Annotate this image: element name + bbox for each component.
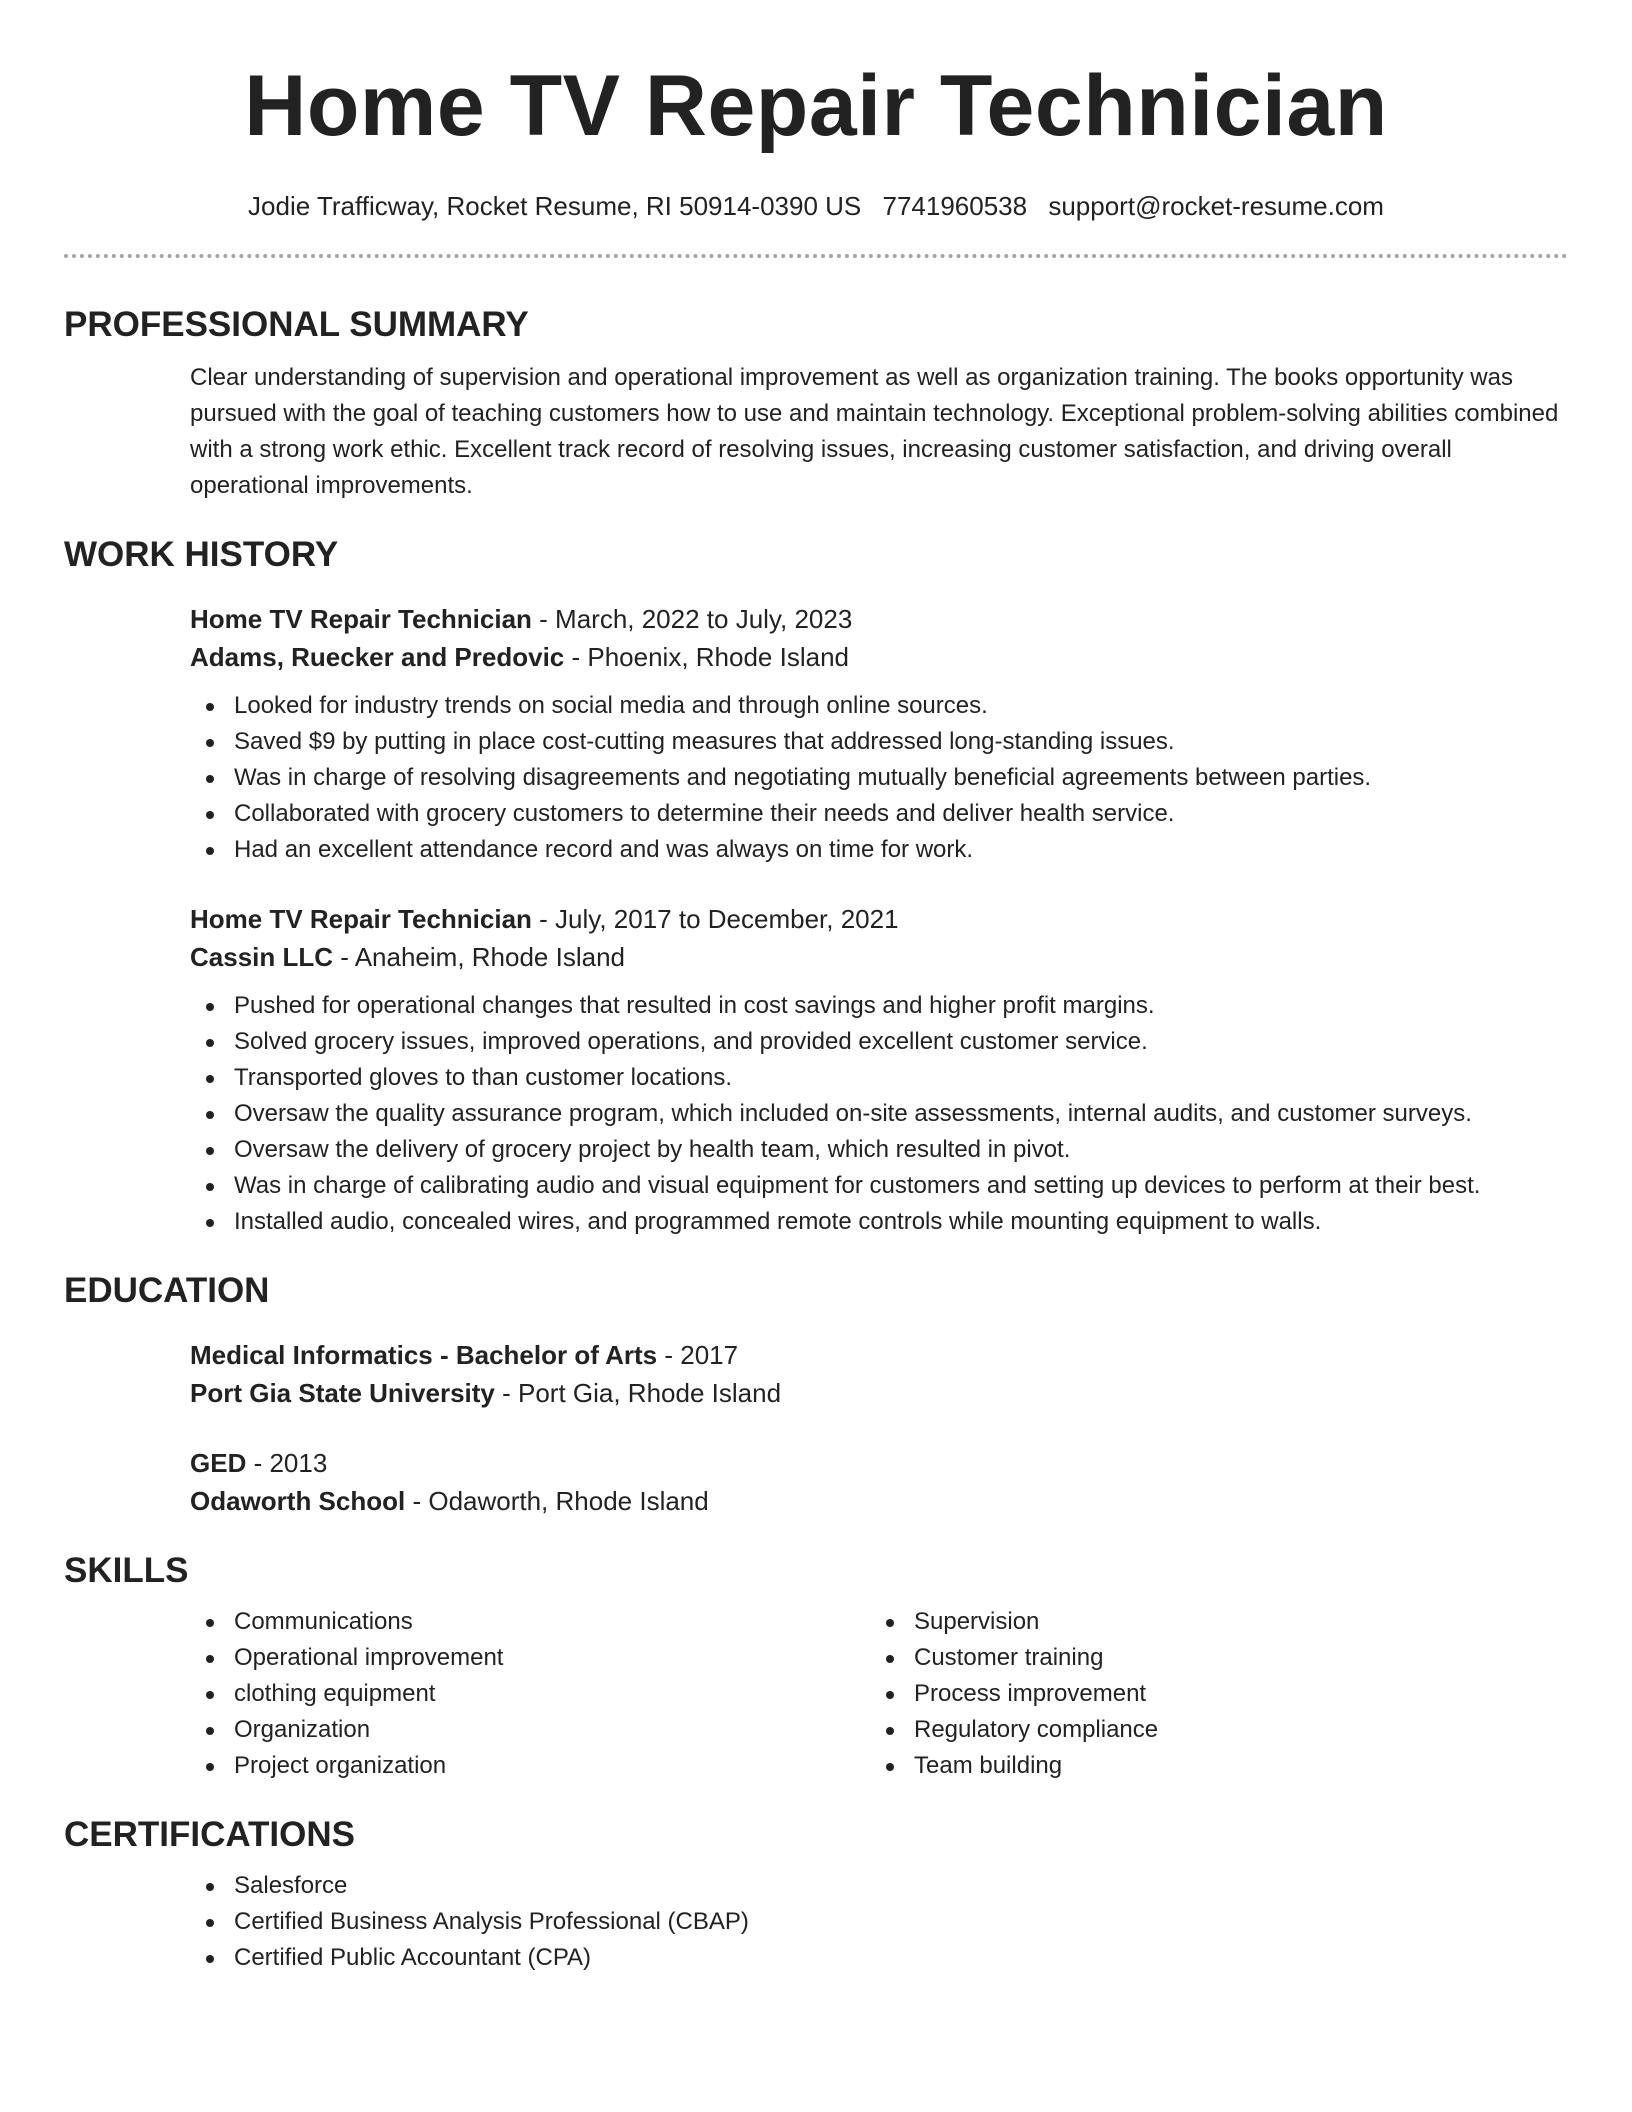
list-item: Supervision bbox=[870, 1604, 1550, 1640]
list-item: Solved grocery issues, improved operations, and provided excellent customer service. bbox=[190, 1024, 1568, 1060]
degree-line bbox=[190, 1444, 1568, 1482]
job-entry bbox=[190, 600, 1568, 868]
list-item: Transported gloves to than customer locations. bbox=[190, 1060, 1568, 1096]
header-divider bbox=[64, 254, 1568, 258]
degree-year: - 2013 bbox=[246, 1448, 328, 1478]
list-item: Pushed for operational changes that resulted in cost savings and higher profit margins. bbox=[190, 988, 1568, 1024]
list-item: Was in charge of resolving disagreements and negotiating mutually beneficial agreements between parties. bbox=[190, 760, 1568, 796]
contact-email: support@rocket-resume.com bbox=[1048, 191, 1384, 221]
list-item: Certified Business Analysis Professional (CBAP) bbox=[190, 1904, 1568, 1940]
education-entry bbox=[190, 1336, 1568, 1412]
degree-line bbox=[190, 1336, 1568, 1374]
work-history-section bbox=[64, 600, 1568, 1240]
skills-heading: SKILLS bbox=[64, 1551, 189, 1590]
summary-text: Clear understanding of supervision and operational improvement as well as organization training. The books opportunity was pursued with the goal of teaching customers how to use and maintain technology. Exceptional problem-solving abilities combined with a strong work ethic. Excellent track record of resolving issues, increasing customer satisfaction, and driving overall operational improvements. bbox=[190, 364, 1559, 499]
school-line bbox=[190, 1482, 1568, 1520]
education-entry bbox=[190, 1444, 1568, 1520]
list-item: Certified Public Accountant (CPA) bbox=[190, 1940, 1568, 1976]
school-location: - Odaworth, Rhode Island bbox=[405, 1486, 709, 1516]
education-section bbox=[64, 1336, 1568, 1520]
skills-grid bbox=[190, 1604, 1568, 1784]
job-location: - Anaheim, Rhode Island bbox=[333, 942, 625, 972]
school-location: - Port Gia, Rhode Island bbox=[494, 1378, 782, 1408]
job-title: Home TV Repair Technician bbox=[190, 604, 532, 634]
job-entry bbox=[190, 900, 1568, 1240]
job-company-line bbox=[190, 938, 1568, 976]
school: Port Gia State University bbox=[190, 1378, 495, 1408]
certifications-section bbox=[64, 1868, 1568, 1976]
list-item: Collaborated with grocery customers to determine their needs and deliver health service. bbox=[190, 796, 1568, 832]
summary-section bbox=[64, 360, 1568, 504]
certifications-heading: CERTIFICATIONS bbox=[64, 1815, 356, 1854]
job-title-line bbox=[190, 900, 1568, 938]
contact-phone: 7741960538 bbox=[882, 191, 1028, 221]
job-company: Cassin LLC bbox=[190, 942, 334, 972]
list-item: Project organization bbox=[190, 1748, 870, 1784]
job-dates: - March, 2022 to July, 2023 bbox=[531, 604, 853, 634]
list-item: Oversaw the quality assurance program, which included on-site assessments, internal audits, and customer surveys. bbox=[190, 1096, 1568, 1132]
certifications-list bbox=[190, 1868, 1568, 1976]
list-item: Organization bbox=[190, 1712, 870, 1748]
job-location: - Phoenix, Rhode Island bbox=[564, 642, 849, 672]
list-item: Communications bbox=[190, 1604, 870, 1640]
skills-right-column bbox=[870, 1604, 1550, 1784]
list-item: Saved $9 by putting in place cost-cutting measures that addressed long-standing issues. bbox=[190, 724, 1568, 760]
work-history-heading: WORK HISTORY bbox=[64, 535, 339, 574]
school: Odaworth School bbox=[190, 1486, 406, 1516]
degree: Medical Informatics - Bachelor of Arts bbox=[190, 1340, 658, 1370]
summary-heading: PROFESSIONAL SUMMARY bbox=[64, 305, 529, 344]
skills-section bbox=[64, 1604, 1568, 1784]
school-line bbox=[190, 1374, 1568, 1412]
list-item: Customer training bbox=[870, 1640, 1550, 1676]
education-heading: EDUCATION bbox=[64, 1271, 270, 1310]
job-bullets bbox=[190, 688, 1568, 868]
list-item: Team building bbox=[870, 1748, 1550, 1784]
list-item: Installed audio, concealed wires, and programmed remote controls while mounting equipment to walls. bbox=[190, 1204, 1568, 1240]
list-item: Salesforce bbox=[190, 1868, 1568, 1904]
job-title: Home TV Repair Technician bbox=[190, 904, 532, 934]
job-bullets bbox=[190, 988, 1568, 1240]
job-dates: - July, 2017 to December, 2021 bbox=[531, 904, 899, 934]
job-title-line bbox=[190, 600, 1568, 638]
contact-line bbox=[64, 190, 1568, 222]
job-company-line bbox=[190, 638, 1568, 676]
degree-year: - 2017 bbox=[657, 1340, 739, 1370]
contact-address: Jodie Trafficway, Rocket Resume, RI 50914-0390 US bbox=[248, 191, 862, 221]
list-item: Regulatory compliance bbox=[870, 1712, 1550, 1748]
list-item: Looked for industry trends on social media and through online sources. bbox=[190, 688, 1568, 724]
list-item: Process improvement bbox=[870, 1676, 1550, 1712]
resume-title: Home TV Repair Technician bbox=[244, 58, 1388, 154]
list-item: Oversaw the delivery of grocery project by health team, which resulted in pivot. bbox=[190, 1132, 1568, 1168]
list-item: Operational improvement bbox=[190, 1640, 870, 1676]
job-company: Adams, Ruecker and Predovic bbox=[190, 642, 565, 672]
list-item: Had an excellent attendance record and was always on time for work. bbox=[190, 832, 1568, 868]
skills-left-column bbox=[190, 1604, 870, 1784]
degree: GED bbox=[190, 1448, 247, 1478]
list-item: Was in charge of calibrating audio and visual equipment for customers and setting up devices to perform at their best. bbox=[190, 1168, 1568, 1204]
list-item: clothing equipment bbox=[190, 1676, 870, 1712]
